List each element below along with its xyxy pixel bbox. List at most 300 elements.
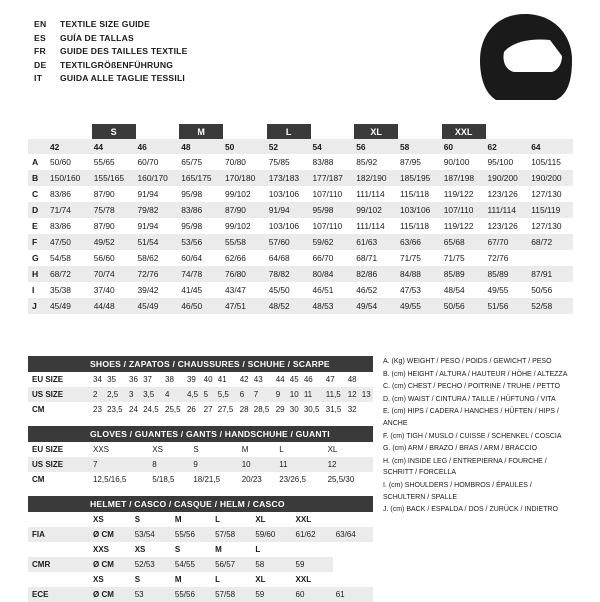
- language-text: GUIDA ALLE TAGLIE TESSILI: [60, 73, 185, 84]
- cell-value: 8: [149, 457, 190, 472]
- measure-value: 41/45: [179, 282, 223, 298]
- cell-value: 10: [287, 387, 301, 402]
- spacer: [28, 417, 373, 426]
- helmet-standard-label: FIA: [28, 527, 90, 542]
- measure-label: H: [28, 266, 48, 282]
- legend-item: J. (cm) BACK / ESPALDA / DOS / ZURÜCK / INDIETRO: [383, 506, 558, 514]
- cell-value: 24: [126, 402, 140, 417]
- helmet-size-header: XXL: [293, 512, 333, 527]
- measure-value: 85/92: [354, 154, 398, 170]
- measure-value: 53/56: [179, 234, 223, 250]
- measure-value: 83/86: [179, 202, 223, 218]
- helmet-value: 59: [293, 557, 333, 572]
- size-group-label: [223, 124, 267, 139]
- measure-value: 87/90: [92, 218, 136, 234]
- table-row: [28, 218, 573, 234]
- language-text: TEXTILE SIZE GUIDE: [60, 19, 151, 29]
- measure-value: 182/190: [354, 170, 398, 186]
- measure-value: 50/56: [442, 298, 486, 314]
- helmet-unit: Ø CM: [90, 587, 132, 602]
- cell-value: 40: [201, 372, 215, 387]
- helmet-value: 63/64: [333, 527, 373, 542]
- helmet-value: 55/56: [172, 587, 212, 602]
- measure-value: 91/94: [136, 218, 180, 234]
- helmet-size-header: M: [172, 512, 212, 527]
- measure-value: 46/52: [354, 282, 398, 298]
- cell-value: 30: [287, 402, 301, 417]
- helmet-value: 60: [293, 587, 333, 602]
- row-label: CM: [28, 472, 90, 487]
- helmet-size-header: XL: [252, 512, 292, 527]
- cell-value: 38: [162, 372, 184, 387]
- row-label: [28, 572, 90, 587]
- cell-value: 9: [273, 387, 287, 402]
- size-number: 54: [311, 139, 355, 154]
- cell-value: 37: [140, 372, 162, 387]
- cell-value: L: [276, 442, 324, 457]
- helmet-title: HELMET / CASCO / CASQUE / HELM / CASCO: [28, 496, 373, 512]
- measure-value: 48/52: [267, 298, 311, 314]
- cell-value: 43: [251, 372, 273, 387]
- helmet-value: 57/58: [212, 587, 252, 602]
- legend-item: H. (cm) INSIDE LEG / ENTREPIERNA / FOURCHE / SCHRITT / FORCELLA: [383, 457, 547, 477]
- measure-value: 51/54: [136, 234, 180, 250]
- helmet-size-header: S: [172, 542, 212, 557]
- measure-value: 123/126: [486, 218, 530, 234]
- measure-value: 39/42: [136, 282, 180, 298]
- helmet-value: 59/60: [252, 527, 292, 542]
- table-row: [28, 402, 373, 417]
- measure-value: 44/48: [92, 298, 136, 314]
- measure-value: 68/72: [529, 234, 573, 250]
- cell-value: S: [190, 442, 238, 457]
- language-row: [34, 59, 188, 73]
- table-row: [28, 234, 573, 250]
- helmet-value: 54/55: [172, 557, 212, 572]
- size-number: 44: [92, 139, 136, 154]
- measure-value: 87/91: [529, 266, 573, 282]
- helmet-value: 57/58: [212, 527, 252, 542]
- measure-value: 185/195: [398, 170, 442, 186]
- measure-value: 46/51: [311, 282, 355, 298]
- cell-value: 2: [90, 387, 104, 402]
- cell-value: 5: [201, 387, 215, 402]
- row-label: EU SIZE: [28, 372, 90, 387]
- measure-value: 60/70: [136, 154, 180, 170]
- measure-value: 111/114: [354, 186, 398, 202]
- measure-value: 111/114: [486, 202, 530, 218]
- measure-value: 54/58: [48, 250, 92, 266]
- size-number: 48: [179, 139, 223, 154]
- cell-value: 42: [237, 372, 251, 387]
- measure-label: J: [28, 298, 48, 314]
- helmet-table: [28, 512, 373, 602]
- cell-value: XL: [325, 442, 373, 457]
- table-row: [28, 154, 573, 170]
- helmet-standard-label: CMR: [28, 557, 90, 572]
- cell-value: 47: [323, 372, 345, 387]
- cell-value: 29: [273, 402, 287, 417]
- measure-value: 68/71: [354, 250, 398, 266]
- helmet-size-header: XS: [132, 542, 172, 557]
- measure-value: 95/98: [179, 218, 223, 234]
- measure-value: 49/54: [354, 298, 398, 314]
- measure-value: 165/175: [179, 170, 223, 186]
- measure-value: 103/106: [398, 202, 442, 218]
- cell-value: 2,5: [104, 387, 126, 402]
- shoes-table: [28, 372, 373, 417]
- spacer: [28, 487, 373, 496]
- measure-value: 37/40: [92, 282, 136, 298]
- cell-value: 20/23: [239, 472, 277, 487]
- measure-value: 107/110: [442, 202, 486, 218]
- measure-value: 61/63: [354, 234, 398, 250]
- measure-value: 74/78: [179, 266, 223, 282]
- measure-value: 58/62: [136, 250, 180, 266]
- measure-value: 71/75: [442, 250, 486, 266]
- language-row: [34, 72, 188, 86]
- helmet-size-header: XXL: [293, 572, 333, 587]
- cell-value: 11: [301, 387, 323, 402]
- language-code: IT: [34, 73, 43, 84]
- measure-value: 48/53: [311, 298, 355, 314]
- cell-value: 39: [184, 372, 201, 387]
- measure-value: 76/80: [223, 266, 267, 282]
- measure-value: 150/160: [48, 170, 92, 186]
- measure-value: 35/38: [48, 282, 92, 298]
- measure-label: A: [28, 154, 48, 170]
- cell-value: 11,5: [323, 387, 345, 402]
- language-list: [34, 18, 188, 86]
- cell-value: 24,5: [140, 402, 162, 417]
- measure-value: 83/86: [48, 218, 92, 234]
- cell-value: 25,5/30: [325, 472, 373, 487]
- table-row: [28, 250, 573, 266]
- measure-value: 173/183: [267, 170, 311, 186]
- cell-value: 45: [287, 372, 301, 387]
- helmet-value: 53/54: [132, 527, 172, 542]
- helmet-value-row: [28, 557, 373, 572]
- measure-value: 49/55: [486, 282, 530, 298]
- size-table: [28, 124, 573, 314]
- measure-value: 49/52: [92, 234, 136, 250]
- helmet-size-header: S: [132, 512, 172, 527]
- helmet-value: 52/53: [132, 557, 172, 572]
- helmet-icon: [470, 8, 580, 108]
- helmet-value: 61/62: [293, 527, 333, 542]
- measure-value: [529, 250, 573, 266]
- table-row: [28, 266, 573, 282]
- measure-value: 87/90: [92, 186, 136, 202]
- cell-value: 4: [162, 387, 184, 402]
- measure-value: 99/102: [223, 186, 267, 202]
- measure-value: 65/75: [179, 154, 223, 170]
- size-group-label: M: [179, 124, 223, 139]
- measure-value: 62/66: [223, 250, 267, 266]
- measure-value: 103/106: [267, 218, 311, 234]
- cell-value: 18/21,5: [190, 472, 238, 487]
- measure-value: 72/76: [136, 266, 180, 282]
- helmet-standard-label: ECE: [28, 587, 90, 602]
- legend-item: A. (Kg) WEIGHT / PESO / POIDS / GEWICHT / PESO: [383, 358, 552, 365]
- helmet-size-header: L: [212, 572, 252, 587]
- cell-value: 27,5: [215, 402, 237, 417]
- measure-label: G: [28, 250, 48, 266]
- cell-value: 44: [273, 372, 287, 387]
- measure-value: 71/75: [398, 250, 442, 266]
- table-row: [28, 472, 373, 487]
- helmet-value: 55/56: [172, 527, 212, 542]
- measure-value: 99/102: [354, 202, 398, 218]
- table-row: [28, 170, 573, 186]
- measure-value: 95/98: [179, 186, 223, 202]
- measure-value: 55/58: [223, 234, 267, 250]
- helmet-value: 59: [252, 587, 292, 602]
- legend-item: E. (cm) HIPS / CADERA / HANCHES / HÜFTEN / HIPS / ANCHE: [383, 408, 559, 427]
- table-row: [28, 186, 573, 202]
- measure-value: 190/200: [486, 170, 530, 186]
- size-number: 64: [529, 139, 573, 154]
- legend-list: [383, 356, 573, 602]
- cell-value: 6: [237, 387, 251, 402]
- measure-value: 56/60: [92, 250, 136, 266]
- table-row: [28, 457, 373, 472]
- measure-value: 47/51: [223, 298, 267, 314]
- size-group-label: [48, 124, 92, 139]
- measure-value: 68/72: [48, 266, 92, 282]
- measure-value: 70/74: [92, 266, 136, 282]
- measure-value: 43/47: [223, 282, 267, 298]
- table-row: [28, 372, 373, 387]
- measure-value: 111/114: [354, 218, 398, 234]
- measure-value: 127/130: [529, 218, 573, 234]
- measure-value: 59/62: [311, 234, 355, 250]
- cell-value: 28: [237, 402, 251, 417]
- corner-cell: [28, 139, 48, 154]
- measure-value: 75/85: [267, 154, 311, 170]
- measure-value: 60/64: [179, 250, 223, 266]
- helmet-header-row: [28, 512, 373, 527]
- language-row: [34, 18, 188, 32]
- helmet-header-row: [28, 572, 373, 587]
- measure-value: 115/119: [529, 202, 573, 218]
- measure-value: 49/55: [398, 298, 442, 314]
- size-number: 60: [442, 139, 486, 154]
- measure-value: 115/118: [398, 186, 442, 202]
- measure-value: 87/95: [398, 154, 442, 170]
- language-row: [34, 32, 188, 46]
- measure-value: 99/102: [223, 218, 267, 234]
- cell-value: 7: [251, 387, 273, 402]
- measure-value: 91/94: [267, 202, 311, 218]
- measure-value: 160/170: [136, 170, 180, 186]
- helmet-value-row: [28, 527, 373, 542]
- measure-value: 107/110: [311, 218, 355, 234]
- cell-value: 34: [90, 372, 104, 387]
- cell-value: 35: [104, 372, 126, 387]
- legend-item: D. (cm) WAIST / CINTURA / TAILLE / HÜFTUNG / VITA: [383, 395, 556, 403]
- helmet-size-header: M: [212, 542, 252, 557]
- cell-value: 23: [90, 402, 104, 417]
- lower-section: [28, 356, 573, 602]
- cell-value: 23,5: [104, 402, 126, 417]
- measure-value: 119/122: [442, 186, 486, 202]
- row-label: [28, 542, 90, 557]
- measure-value: 177/187: [311, 170, 355, 186]
- sub-tables: [28, 356, 373, 602]
- size-number: 46: [136, 139, 180, 154]
- size-group-label: [136, 124, 180, 139]
- legend-item: B. (cm) HEIGHT / ALTURA / HAUTEUR / HÖHE / ALTEZZA: [383, 370, 568, 378]
- size-group-label: [486, 124, 530, 139]
- cell-value: 13: [359, 387, 373, 402]
- measure-value: 155/165: [92, 170, 136, 186]
- cell-value: 46: [301, 372, 323, 387]
- cell-value: 3,5: [140, 387, 162, 402]
- size-group-label: L: [267, 124, 311, 139]
- cell-value: 5,5: [215, 387, 237, 402]
- measure-value: 80/84: [311, 266, 355, 282]
- measure-value: 65/68: [442, 234, 486, 250]
- measure-value: 90/100: [442, 154, 486, 170]
- measure-value: 64/68: [267, 250, 311, 266]
- measure-value: 105/115: [529, 154, 573, 170]
- size-number: 42: [48, 139, 92, 154]
- measure-value: 85/89: [486, 266, 530, 282]
- cell-value: 5/18,5: [149, 472, 190, 487]
- size-group-label: XL: [354, 124, 398, 139]
- measure-value: 72/76: [486, 250, 530, 266]
- helmet-size-header: L: [212, 512, 252, 527]
- size-number: 50: [223, 139, 267, 154]
- measure-label: E: [28, 218, 48, 234]
- helmet-size-header: S: [132, 572, 172, 587]
- cell-value: 28,5: [251, 402, 273, 417]
- gloves-title: GLOVES / GUANTES / GANTS / HANDSCHUHE / GUANTI: [28, 426, 373, 442]
- size-group-label: S: [92, 124, 136, 139]
- measure-value: 85/89: [442, 266, 486, 282]
- measure-label: I: [28, 282, 48, 298]
- measure-value: 45/49: [136, 298, 180, 314]
- measure-value: 47/53: [398, 282, 442, 298]
- language-code: FR: [34, 46, 47, 57]
- cell-value: 4,5: [184, 387, 201, 402]
- cell-value: 27: [201, 402, 215, 417]
- measure-value: 123/126: [486, 186, 530, 202]
- measure-value: 82/86: [354, 266, 398, 282]
- size-number: 58: [398, 139, 442, 154]
- helmet-size-header: XS: [90, 572, 132, 587]
- helmet-header-row: [28, 542, 373, 557]
- main-size-table: [28, 124, 573, 314]
- measure-value: 83/88: [311, 154, 355, 170]
- cell-value: 10: [239, 457, 277, 472]
- measure-value: 57/60: [267, 234, 311, 250]
- language-text: GUÍA DE TALLAS: [60, 32, 134, 43]
- cell-value: XXS: [90, 442, 149, 457]
- measure-label: B: [28, 170, 48, 186]
- shoes-title: SHOES / ZAPATOS / CHAUSSURES / SCHUHE / SCARPE: [28, 356, 373, 372]
- cell-value: 9: [190, 457, 238, 472]
- cell-value: 36: [126, 372, 140, 387]
- cell-value: 3: [126, 387, 140, 402]
- measure-value: 48/54: [442, 282, 486, 298]
- measure-value: 51/56: [486, 298, 530, 314]
- size-group-label: XXL: [442, 124, 486, 139]
- measure-value: 45/49: [48, 298, 92, 314]
- row-label: US SIZE: [28, 387, 90, 402]
- measure-label: D: [28, 202, 48, 218]
- measure-value: 67/70: [486, 234, 530, 250]
- helmet-size-header: XXS: [90, 542, 132, 557]
- measure-label: C: [28, 186, 48, 202]
- language-code: EN: [34, 19, 47, 29]
- measure-value: 127/130: [529, 186, 573, 202]
- measure-value: 71/74: [48, 202, 92, 218]
- legend-item: F. (cm) TIGH / MUSLO / CUISSE / SCHENKEL / COSCIA: [383, 432, 562, 440]
- measure-value: 190/200: [529, 170, 573, 186]
- legend-item: I. (cm) SHOULDERS / HOMBROS / ÉPAULES / SCHULTERN / SPALLE: [383, 481, 532, 501]
- measure-value: 75/78: [92, 202, 136, 218]
- measure-value: 95/100: [486, 154, 530, 170]
- size-number: 52: [267, 139, 311, 154]
- cell-value: 12: [345, 387, 359, 402]
- cell-value: 23/26,5: [276, 472, 324, 487]
- cell-value: 12,5/16,5: [90, 472, 149, 487]
- measure-value: 45/50: [267, 282, 311, 298]
- language-code: DE: [34, 59, 47, 70]
- table-row: [28, 202, 573, 218]
- size-group-band: [28, 124, 573, 139]
- size-group-label: [529, 124, 573, 139]
- helmet-value: 58: [252, 557, 292, 572]
- measure-value: 55/65: [92, 154, 136, 170]
- measure-value: 170/180: [223, 170, 267, 186]
- measure-value: 84/88: [398, 266, 442, 282]
- gloves-table: [28, 442, 373, 487]
- measure-value: 87/90: [223, 202, 267, 218]
- measure-value: 119/122: [442, 218, 486, 234]
- helmet-size-header: XS: [90, 512, 132, 527]
- language-code: ES: [34, 32, 47, 43]
- cell-value: XS: [149, 442, 190, 457]
- cell-value: 30,5: [301, 402, 323, 417]
- row-label: [28, 512, 90, 527]
- measure-value: 52/58: [529, 298, 573, 314]
- size-number-header: [28, 139, 573, 154]
- legend-item: C. (cm) CHEST / PECHO / POITRINE / TRUHE / PETTO: [383, 383, 560, 391]
- measure-value: 79/82: [136, 202, 180, 218]
- helmet-value: 53: [132, 587, 172, 602]
- measure-label: F: [28, 234, 48, 250]
- language-row: [34, 45, 188, 59]
- size-number: 56: [354, 139, 398, 154]
- measure-value: 103/106: [267, 186, 311, 202]
- measure-value: 50/56: [529, 282, 573, 298]
- row-label: EU SIZE: [28, 442, 90, 457]
- helmet-value: 61: [333, 587, 373, 602]
- helmet-size-header: XL: [252, 572, 292, 587]
- measure-value: 187/198: [442, 170, 486, 186]
- table-row: [28, 442, 373, 457]
- helmet-size-header: M: [172, 572, 212, 587]
- language-text: TEXTILGRÖßENFÜHRUNG: [60, 59, 174, 70]
- measure-value: 107/110: [311, 186, 355, 202]
- measure-value: 46/50: [179, 298, 223, 314]
- cell-value: 32: [345, 402, 359, 417]
- cell-value: 41: [215, 372, 237, 387]
- size-group-label: [398, 124, 442, 139]
